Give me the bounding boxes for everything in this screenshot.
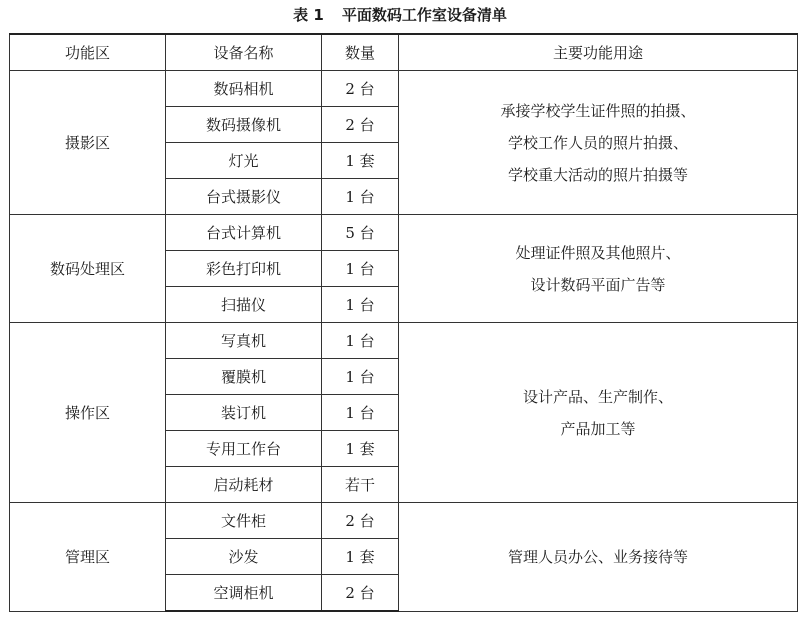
quantity-cell: 5 台: [322, 215, 399, 251]
function-cell: [399, 503, 798, 612]
function-line: 处理证件照及其他照片、: [515, 243, 681, 262]
function-line: 产品加工等: [560, 419, 636, 438]
quantity-cell: 1 台: [322, 179, 399, 215]
quantity-cell: 1 台: [322, 251, 399, 287]
device-name-cell: 彩色打印机: [166, 251, 322, 287]
quantity-cell: 1 套: [322, 143, 399, 179]
zone-cell: 管理区: [10, 503, 166, 612]
quantity-cell: 1 套: [322, 539, 399, 575]
table-row: [10, 503, 798, 539]
device-name-cell: 覆膜机: [166, 359, 322, 395]
zone-cell: 摄影区: [10, 71, 166, 215]
table-caption: [0, 3, 800, 27]
equipment-table: [9, 33, 798, 612]
table-number: 表 1: [293, 6, 324, 24]
function-cell: [399, 323, 798, 503]
device-name-cell: 数码摄像机: [166, 107, 322, 143]
device-name-cell: 沙发: [166, 539, 322, 575]
zone-cell: 数码处理区: [10, 215, 166, 323]
quantity-cell: 1 台: [322, 287, 399, 323]
device-name-cell: 台式计算机: [166, 215, 322, 251]
device-name-cell: 文件柜: [166, 503, 322, 539]
quantity-cell: 2 台: [322, 107, 399, 143]
quantity-cell: 2 台: [322, 71, 399, 107]
table-body: [10, 71, 798, 612]
function-line: 学校重大活动的照片拍摄等: [507, 165, 688, 184]
device-name-cell: 数码相机: [166, 71, 322, 107]
header-function: 主要功能用途: [399, 34, 798, 71]
device-name-cell: 启动耗材: [166, 467, 322, 503]
table-row: [10, 323, 798, 359]
function-line: 设计产品、生产制作、: [522, 387, 673, 406]
function-cell: [399, 215, 798, 323]
header-row: [10, 34, 798, 71]
header-zone: 功能区: [10, 34, 166, 71]
header-device-name: 设备名称: [166, 34, 322, 71]
quantity-cell: 若干: [322, 467, 399, 503]
header-quantity: 数量: [322, 34, 399, 71]
device-name-cell: 写真机: [166, 323, 322, 359]
table-row: [10, 71, 798, 107]
device-name-cell: 灯光: [166, 143, 322, 179]
quantity-cell: 2 台: [322, 503, 399, 539]
quantity-cell: 2 台: [322, 575, 399, 612]
function-line: 管理人员办公、业务接待等: [507, 547, 688, 566]
device-name-cell: 台式摄影仪: [166, 179, 322, 215]
device-name-cell: 空调柜机: [166, 575, 322, 612]
quantity-cell: 1 台: [322, 323, 399, 359]
zone-cell: 操作区: [10, 323, 166, 503]
device-name-cell: 装订机: [166, 395, 322, 431]
table-row: [10, 215, 798, 251]
device-name-cell: 专用工作台: [166, 431, 322, 467]
function-line: 设计数码平面广告等: [530, 275, 666, 294]
function-line: 学校工作人员的照片拍摄、: [507, 133, 688, 152]
quantity-cell: 1 套: [322, 431, 399, 467]
device-name-cell: 扫描仪: [166, 287, 322, 323]
quantity-cell: 1 台: [322, 359, 399, 395]
table-title: 平面数码工作室设备清单: [341, 6, 507, 24]
function-cell: [399, 71, 798, 215]
quantity-cell: 1 台: [322, 395, 399, 431]
function-line: 承接学校学生证件照的拍摄、: [500, 101, 696, 120]
